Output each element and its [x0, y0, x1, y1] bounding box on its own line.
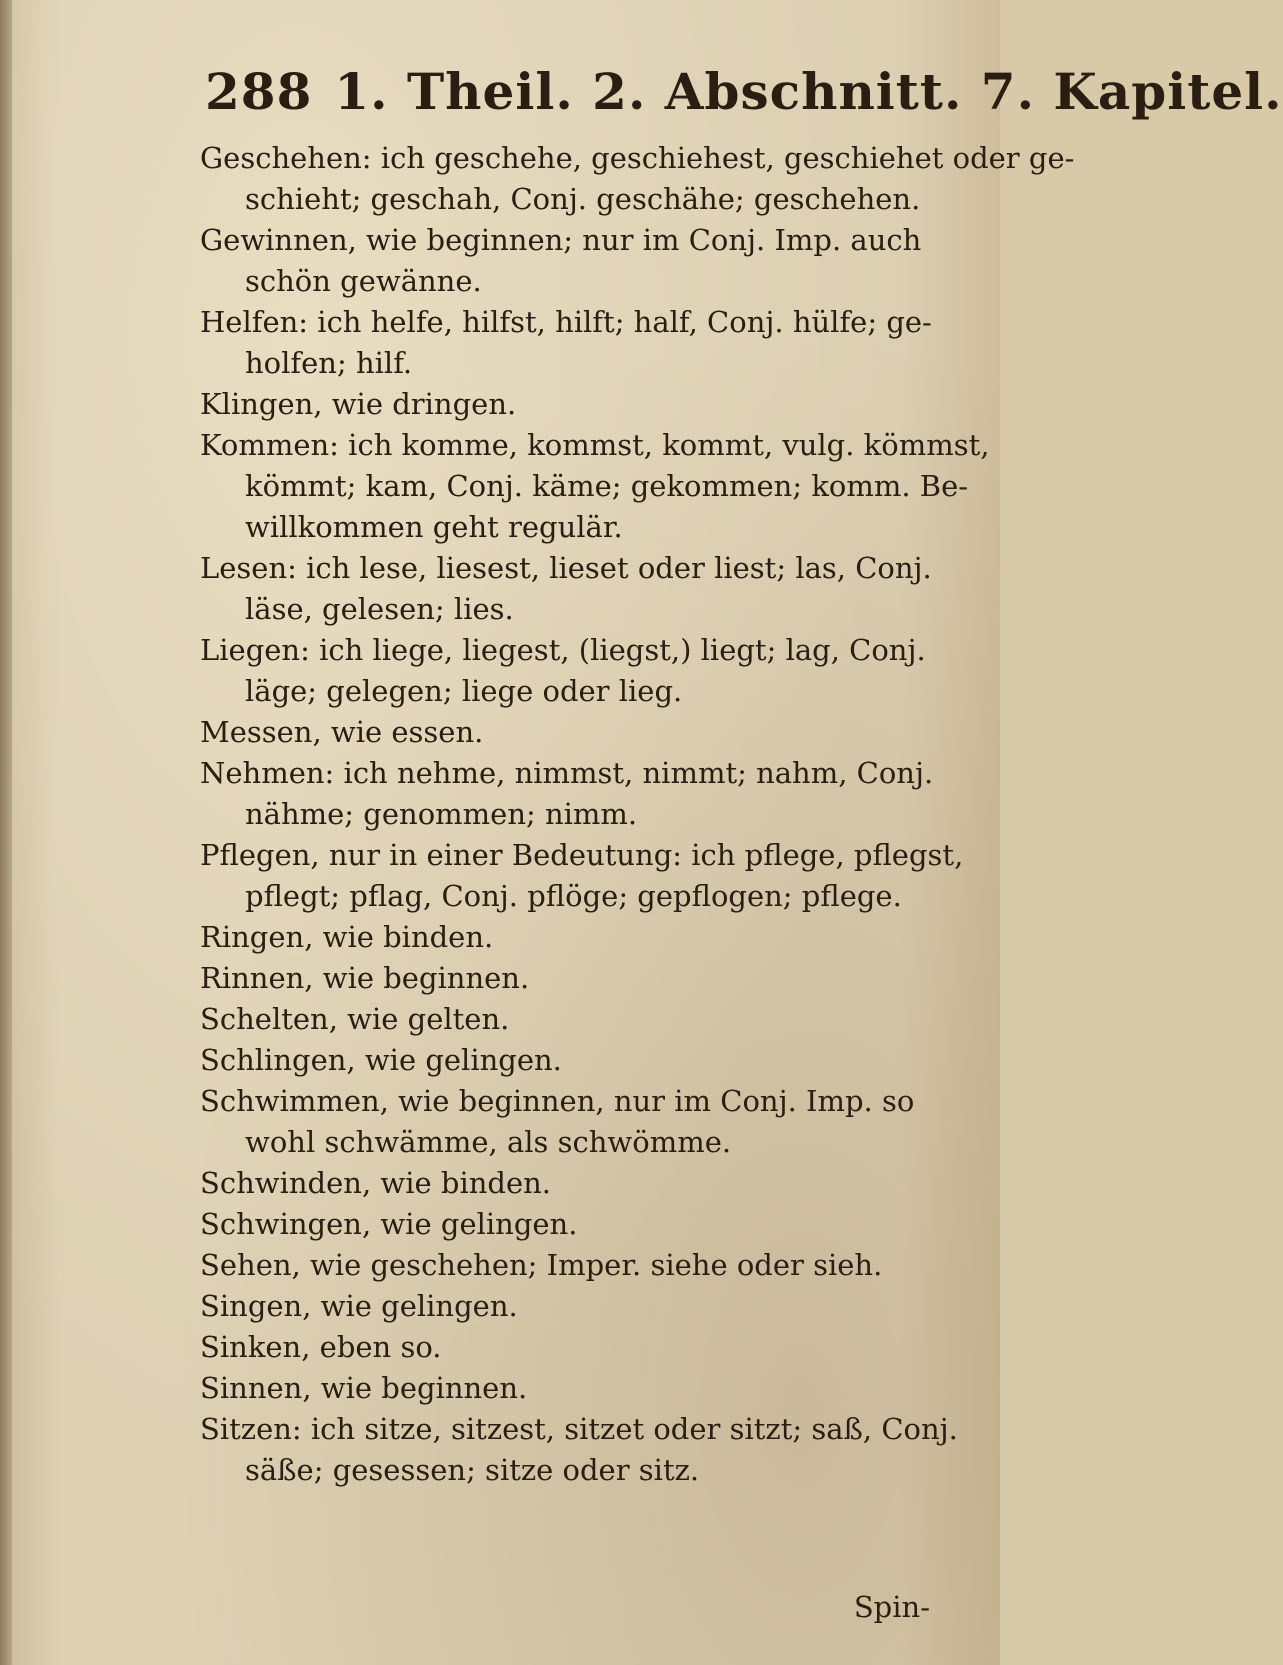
text-line: Schelten, wie gelten.: [200, 1002, 510, 1036]
text-line: Helfen: ich helfe, hilfst, hilft; half, Conj. hülfe; ge-: [200, 305, 932, 339]
text-line: säße; gesessen; sitze oder sitz.: [245, 1453, 700, 1487]
text-line: willkommen geht regulär.: [245, 510, 623, 544]
text-line: holfen; hilf.: [245, 346, 413, 380]
running-header: [205, 62, 1283, 132]
text-line: Gewinnen, wie beginnen; nur im Conj. Imp. auch: [200, 223, 922, 257]
text-line: schieht; geschah, Conj. geschähe; geschehen.: [245, 182, 921, 216]
page-number: 288: [205, 62, 313, 121]
text-line: Ringen, wie binden.: [200, 920, 494, 954]
text-line: Pflegen, nur in einer Bedeutung: ich pflege, pflegst,: [200, 838, 964, 872]
text-line: Sinnen, wie beginnen.: [200, 1371, 528, 1405]
text-line: läge; gelegen; liege oder lieg.: [245, 674, 683, 708]
text-line: Nehmen: ich nehme, nimmst, nimmt; nahm, Conj.: [200, 756, 934, 790]
text-line: Lesen: ich lese, liesest, lieset oder liest; las, Conj.: [200, 551, 932, 585]
catchword: Spin-: [853, 1590, 930, 1624]
text-line: Liegen: ich liege, liegest, (liegst,) liegt; lag, Conj.: [200, 633, 926, 667]
running-title: 1. Theil. 2. Abschnitt. 7. Kapitel.: [334, 62, 1283, 121]
page-edge-shadow: [0, 0, 12, 1665]
text-line: läse, gelesen; lies.: [245, 592, 514, 626]
text-line: Messen, wie essen.: [200, 715, 484, 749]
verb-list: [200, 138, 1075, 1491]
text-line: Kommen: ich komme, kommst, kommt, vulg. kömmst,: [200, 428, 990, 462]
text-line: Geschehen: ich geschehe, geschiehest, geschiehet oder ge-: [200, 141, 1075, 175]
text-line: Sehen, wie geschehen; Imper. siehe oder sieh.: [200, 1248, 883, 1282]
text-line: Schwingen, wie gelingen.: [200, 1207, 578, 1241]
text-line: Schwinden, wie binden.: [200, 1166, 552, 1200]
text-line: Klingen, wie dringen.: [200, 387, 517, 421]
text-line: Sinken, eben so.: [200, 1330, 442, 1364]
text-line: kömmt; kam, Conj. käme; gekommen; komm. Be-: [245, 469, 969, 503]
text-line: nähme; genommen; nimm.: [245, 797, 638, 831]
text-line: wohl schwämme, als schwömme.: [245, 1125, 732, 1159]
text-line: pflegt; pflag, Conj. pflöge; gepflogen; pflege.: [245, 879, 902, 913]
text-line: Schwimmen, wie beginnen, nur im Conj. Imp. so: [200, 1084, 915, 1118]
text-line: Singen, wie gelingen.: [200, 1289, 518, 1323]
text-line: schön gewänne.: [245, 264, 482, 298]
text-line: Sitzen: ich sitze, sitzest, sitzet oder sitzt; saß, Conj.: [200, 1412, 958, 1446]
text-line: Rinnen, wie beginnen.: [200, 961, 530, 995]
text-line: Schlingen, wie gelingen.: [200, 1043, 562, 1077]
